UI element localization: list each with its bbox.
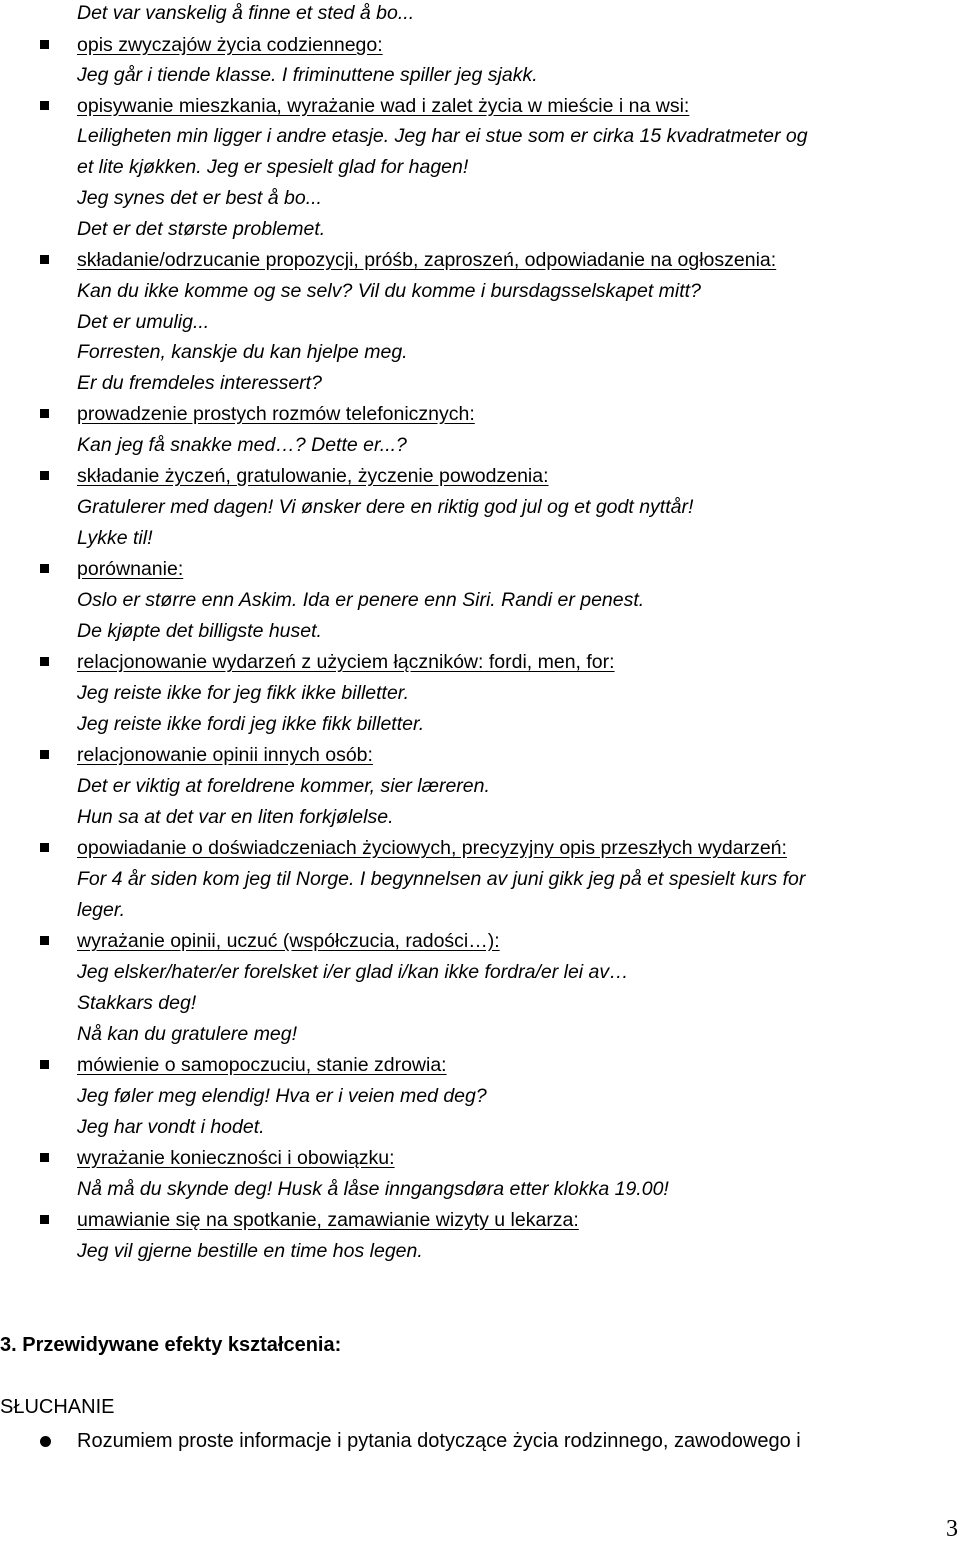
example-text: Det er viktig at foreldrene kommer, sier læreren. (77, 775, 490, 797)
square-bullet-icon (40, 255, 49, 264)
topic-heading: relacjonowanie opinii innych osób: (77, 744, 373, 766)
square-bullet-icon (40, 750, 49, 759)
example-text: Jeg reiste ikke for jeg fikk ikke billetter. (77, 682, 409, 704)
example-text: Oslo er større enn Askim. Ida er penere enn Siri. Randi er penest. (77, 589, 645, 611)
outcome-item: Rozumiem proste informacje i pytania dotyczące życia rodzinnego, zawodowego i (77, 1430, 801, 1452)
topic-heading: opisywanie mieszkania, wyrażanie wad i zalet życia w mieście i na wsi: (77, 95, 690, 117)
topic-heading: mówienie o samopoczuciu, stanie zdrowia: (77, 1054, 447, 1076)
example-text: De kjøpte det billigste huset. (77, 620, 322, 642)
round-bullet-icon (40, 1436, 51, 1447)
square-bullet-icon (40, 1153, 49, 1162)
topic-heading: umawianie się na spotkanie, zamawianie wizyty u lekarza: (77, 1209, 579, 1231)
example-text: For 4 år siden kom jeg til Norge. I begynnelsen av juni gikk jeg på et spesielt kurs for (77, 868, 806, 890)
square-bullet-icon (40, 471, 49, 480)
square-bullet-icon (40, 101, 49, 110)
square-bullet-icon (40, 409, 49, 418)
topic-heading: składanie/odrzucanie propozycji, próśb, zaproszeń, odpowiadanie na ogłoszenia: (77, 249, 777, 271)
example-text: Hun sa at det var en liten forkjølelse. (77, 806, 394, 828)
example-text: Jeg synes det er best å bo... (77, 187, 322, 209)
example-text: Nå kan du gratulere meg! (77, 1023, 298, 1045)
example-text: Jeg elsker/hater/er forelsket i/er glad i/kan ikke fordra/er lei av… (77, 961, 629, 983)
topic-heading: porównanie: (77, 558, 184, 580)
topic-heading: składanie życzeń, gratulowanie, życzenie powodzenia: (77, 465, 549, 487)
square-bullet-icon (40, 564, 49, 573)
page-number: 3 (946, 1516, 958, 1542)
square-bullet-icon (40, 40, 49, 49)
example-text: Gratulerer med dagen! Vi ønsker dere en riktig god jul og et godt nyttår! (77, 496, 694, 518)
square-bullet-icon (40, 843, 49, 852)
example-text: Stakkars deg! (77, 992, 197, 1014)
example-text: et lite kjøkken. Jeg er spesielt glad for hagen! (77, 156, 469, 178)
example-text: Det er umulig... (77, 311, 210, 333)
example-text: Jeg reiste ikke fordi jeg ikke fikk billetter. (77, 713, 425, 735)
square-bullet-icon (40, 1060, 49, 1069)
example-text: Forresten, kanskje du kan hjelpe meg. (77, 341, 408, 363)
example-text: Det er det største problemet. (77, 218, 326, 240)
example-text: Jeg har vondt i hodet. (77, 1116, 265, 1138)
example-text: Jeg føler meg elendig! Hva er i veien med deg? (77, 1085, 487, 1107)
example-text: Lykke til! (77, 527, 153, 549)
example-text: Er du fremdeles interessert? (77, 372, 322, 394)
example-text: Nå må du skynde deg! Husk å låse inngangsdøra etter klokka 19.00! (77, 1178, 669, 1200)
example-text: Jeg vil gjerne bestille en time hos legen. (77, 1240, 423, 1262)
example-text: Leiligheten min ligger i andre etasje. Jeg har ei stue som er cirka 15 kvadratmeter og (77, 125, 808, 147)
subsection-heading: SŁUCHANIE (0, 1396, 115, 1418)
square-bullet-icon (40, 657, 49, 666)
example-text: Kan du ikke komme og se selv? Vil du komme i bursdagsselskapet mitt? (77, 280, 701, 302)
topic-heading: opowiadanie o doświadczeniach życiowych, precyzyjny opis przeszłych wydarzeń: (77, 837, 787, 859)
example-text: Kan jeg få snakke med…? Dette er...? (77, 434, 407, 456)
topic-heading: wyrażanie konieczności i obowiązku: (77, 1147, 395, 1169)
topic-heading: wyrażanie opinii, uczuć (współczucia, radości…): (77, 930, 500, 952)
section-heading: 3. Przewidywane efekty kształcenia: (0, 1334, 342, 1356)
topic-heading: opis zwyczajów życia codziennego: (77, 34, 383, 56)
topic-heading: prowadzenie prostych rozmów telefonicznych: (77, 403, 475, 425)
square-bullet-icon (40, 936, 49, 945)
example-text: leger. (77, 899, 126, 921)
example-text: Det var vanskelig å finne et sted å bo... (77, 2, 415, 24)
example-text: Jeg går i tiende klasse. I friminuttene spiller jeg sjakk. (77, 64, 538, 86)
square-bullet-icon (40, 1215, 49, 1224)
topic-heading: relacjonowanie wydarzeń z użyciem łączników: fordi, men, for: (77, 651, 615, 673)
